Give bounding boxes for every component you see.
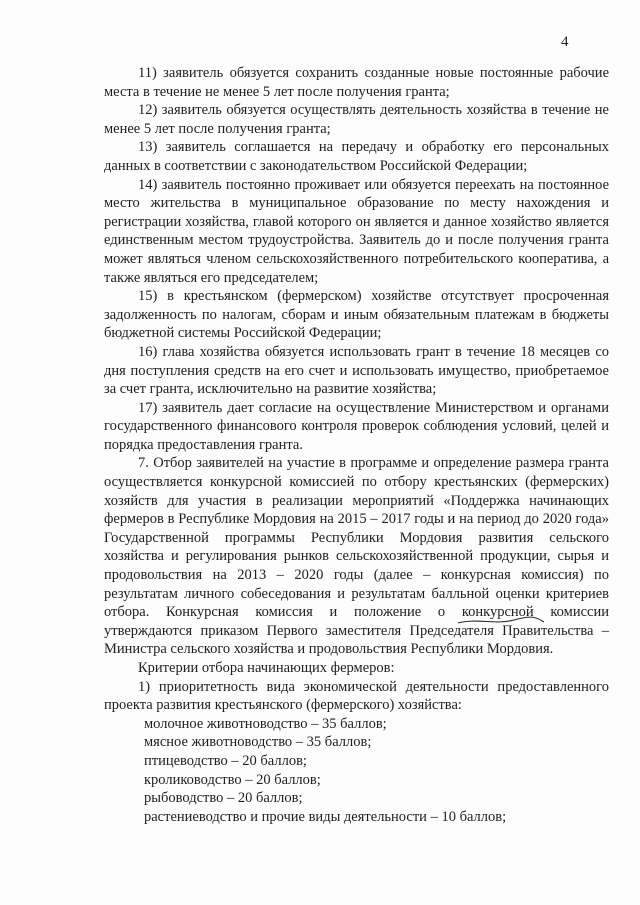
criteria-item: кролиководство – 20 баллов;	[144, 771, 321, 788]
criteria-heading: Критерии отбора начинающих фермеров:	[138, 660, 395, 676]
criteria-item: рыбоводство – 20 баллов;	[144, 790, 303, 807]
section-7: 7. Отбор заявителей на участие в программе и определение размера гранта осуществляется конкурсной комиссией по отбору крестьянских (фермерских) хозяйств для участия в реализации мероприятий «Поддержка начинающих фермеров в Республике Мордовия на 2015 – 2017 годы и на период до 2020 года» Государственной программы Республики Мордовия развития сельского хозяйства и регулирования рынков сельскохозяйственной продукции, сырья и продовольствия на 2013 – 2020 годы (далее – конкурсная комиссия) по результатам личного собеседования и результатам балльной оценки критериев отбора. Конкурсная комиссия и положение о конкурсной комиссии утверждаются приказом Первого заместителя Председателя Правительства – Министра сельского хозяйства и продовольствия Республики Мордовия.	[104, 455, 609, 658]
page-number: 4	[561, 34, 569, 50]
criteria-item: растениеводство и прочие виды деятельности – 10 баллов;	[144, 808, 507, 825]
document-body	[104, 64, 609, 826]
paragraph-16: 16) глава хозяйства обязуется использовать грант в течение 18 месяцев со дня поступления средств на его счет и использовать имущество, приобретаемое за счет гранта, исключительно на развитие хозяйства;	[104, 343, 609, 398]
paragraph-17: 17) заявитель дает согласие на осуществление Министерством и органами государственного финансового контроля проверок соблюдения условий, целей и порядка предоставления гранта.	[104, 399, 609, 453]
criteria-item: мясное животноводство – 35 баллов;	[144, 734, 372, 751]
paragraph-11: 11) заявитель обязуется сохранить созданные новые постоянные рабочие места в течение не менее 5 лет после получения гранта;	[104, 65, 609, 100]
criterion-1: 1) приоритетность вида экономической деятельности предоставленного проекта развития крестьянского (фермерского) хозяйства:	[104, 678, 609, 714]
handwritten-mark	[456, 614, 546, 628]
criteria-item: молочное животноводство – 35 баллов;	[144, 715, 387, 732]
paragraph-15: 15) в крестьянском (фермерском) хозяйстве отсутствует просроченная задолженность по налогам, сборам и иным обязательным платежам в бюджеты бюджетной системы Российской Федерации;	[104, 288, 609, 342]
paragraph-13: 13) заявитель соглашается на передачу и обработку его персональных данных в соответствии с законодательством Российской Федерации;	[104, 139, 609, 174]
paragraph-14: 14) заявитель постоянно проживает или обязуется переехать на постоянное место жительства в муниципальное образование по месту нахождения и регистрации хозяйства, главой которого он является и данное хозяйство является единственным местом трудоустройства. Заявитель до и после получения гранта может являться членом сельскохозяйственного потребительского кооператива, а также являться его председателем;	[104, 176, 609, 286]
criteria-item: птицеводство – 20 баллов;	[144, 752, 307, 769]
paragraph-12: 12) заявитель обязуется осуществлять деятельность хозяйства в течение не менее 5 лет после получения гранта;	[104, 102, 609, 137]
